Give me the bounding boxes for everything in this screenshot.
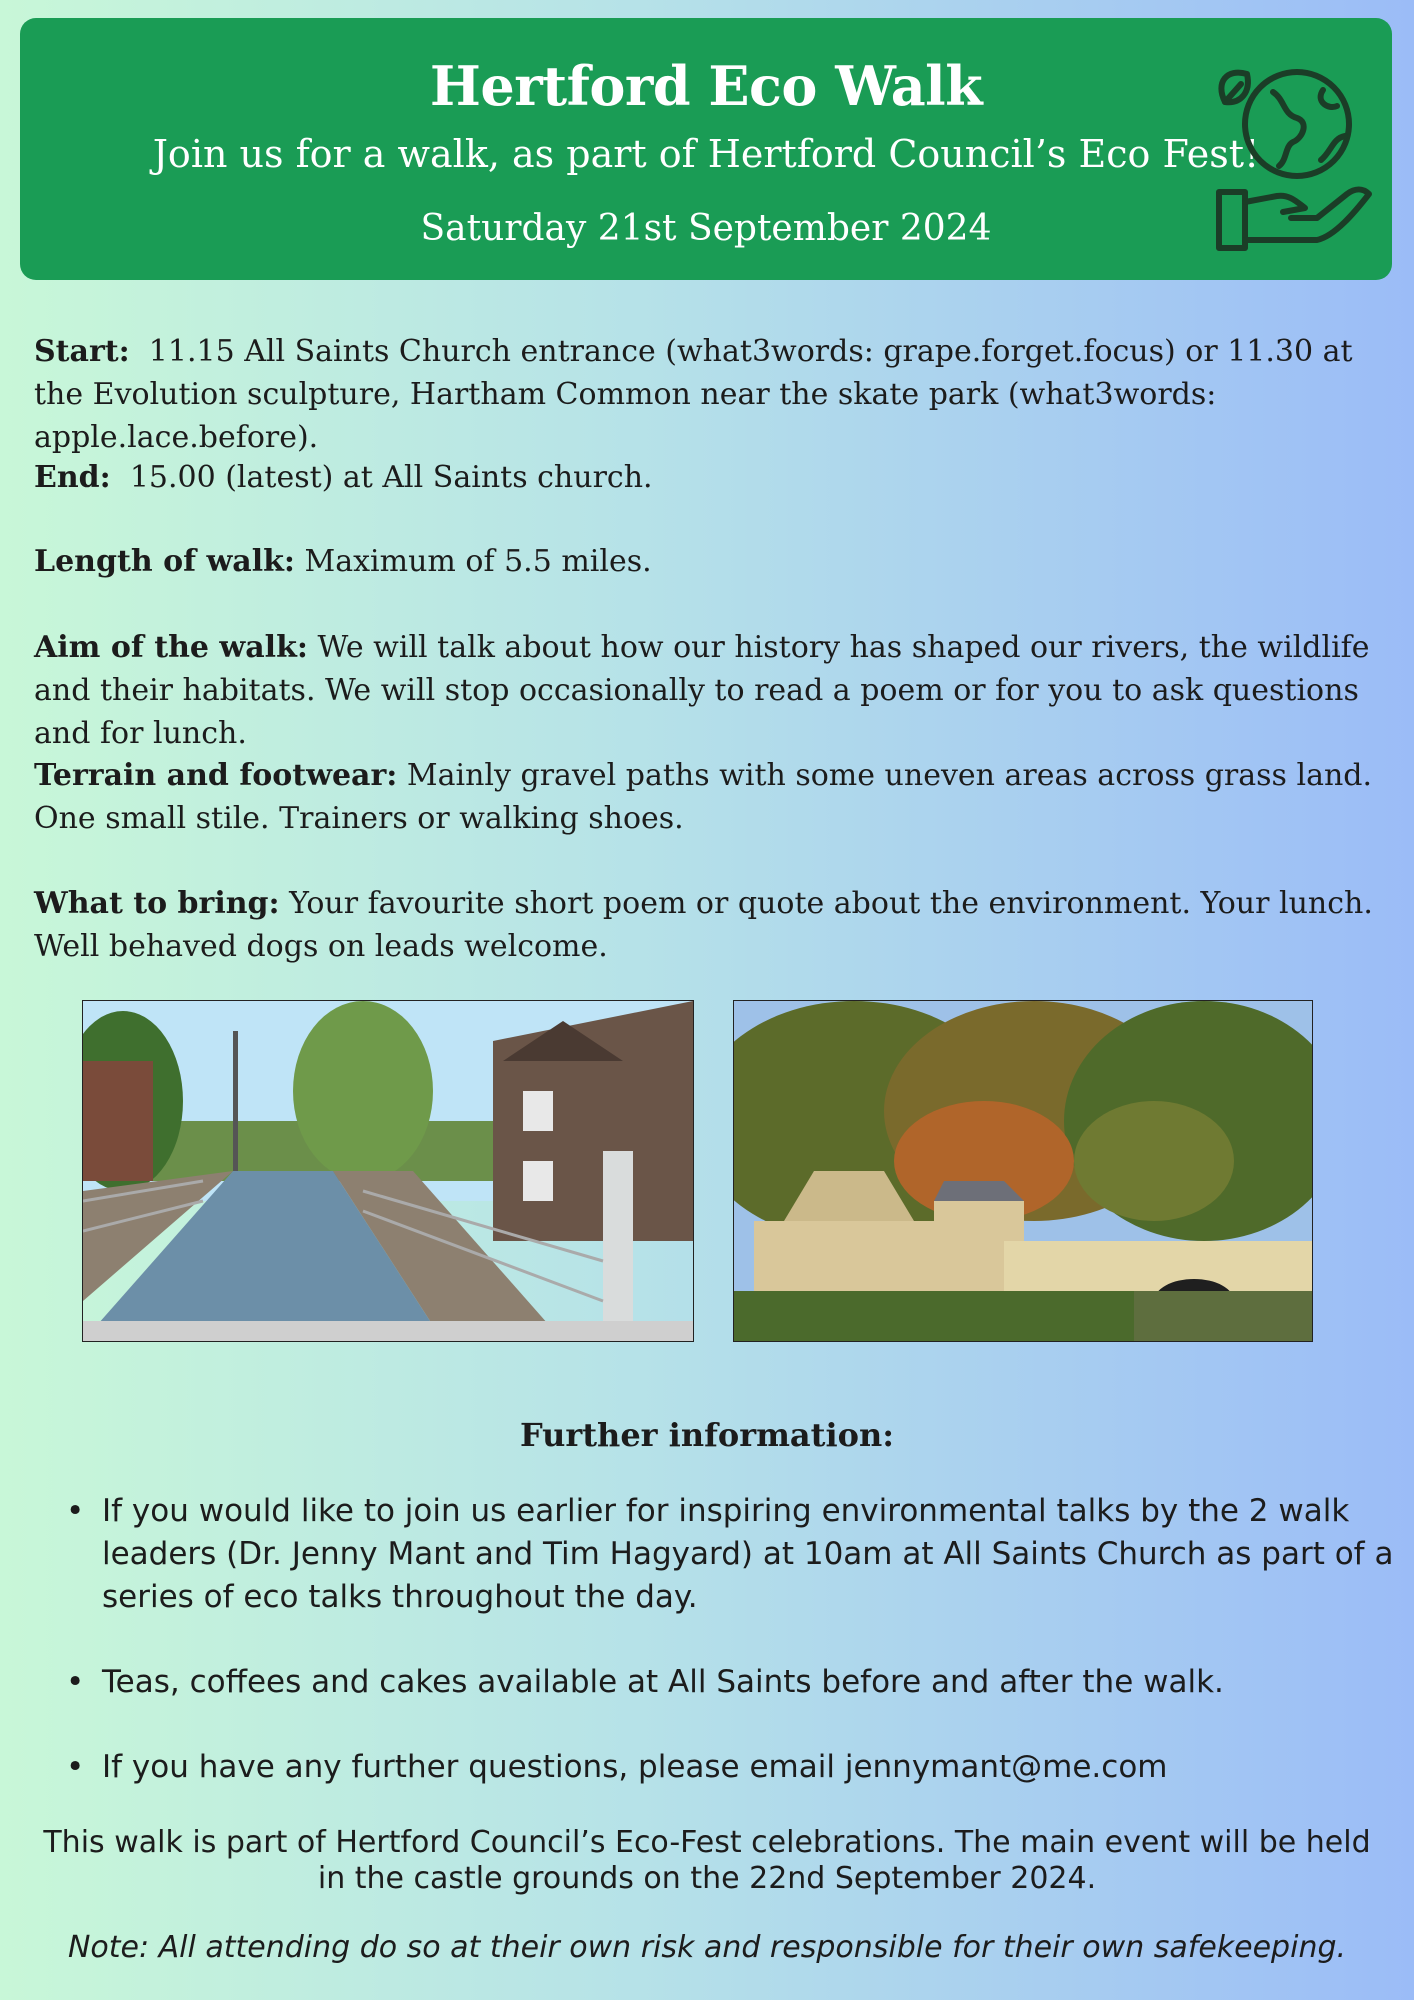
page-title: Hertford Eco Walk	[429, 54, 983, 118]
bring-info	[34, 882, 1394, 968]
bullet-icon: •	[66, 1749, 85, 1785]
bullet-icon: •	[66, 1664, 85, 1700]
bring-label: What to bring:	[34, 886, 280, 921]
end-text: 15.00 (latest) at All Saints church.	[129, 460, 653, 495]
aim-label: Aim of the walk:	[34, 630, 308, 665]
length-text: Maximum of 5.5 miles.	[304, 544, 652, 579]
globe-in-hand-icon	[1205, 62, 1380, 262]
further-info-title: Further information:	[519, 1416, 895, 1454]
length-info	[34, 540, 1394, 583]
risk-note: Note: All attending do so at their own risk and responsible for their own safekeeping.	[67, 1930, 1347, 1965]
list-item	[62, 1490, 1402, 1619]
terrain-label: Terrain and footwear:	[34, 758, 398, 793]
start-label: Start:	[34, 334, 130, 369]
length-label: Length of walk:	[34, 544, 295, 579]
further-item-contact: If you have any further questions, please email jennymant@me.com	[102, 1749, 1168, 1785]
terrain-info	[34, 754, 1394, 840]
bullet-icon: •	[66, 1493, 85, 1529]
page-subtitle: Join us for a walk, as part of Hertford Council’s Eco Fest!	[152, 132, 1260, 176]
closing-text: This walk is part of Hertford Council’s Eco-Fest celebrations. The main event will be held in the castle grounds on the 22nd September 2024.	[43, 1825, 1371, 1896]
aim-text: We will talk about how our history has shaped our rivers, the wildlife and their habitats. We will stop occasionally to read a poem or for you to ask questions and for lunch.	[34, 630, 1370, 751]
further-item-talks: If you would like to join us earlier for inspiring environmental talks by the 2 walk leaders (Dr. Jenny Mant and Tim Hagyard) at 10am at All Saints Church as part of a series of eco talks throughout the day.	[102, 1493, 1394, 1615]
start-text: 11.15 All Saints Church entrance (what3words: grape.forget.focus) or 11.30 at the Evolution sculpture, Hartham Common near the skate park (what3words: apple.lace.before).	[34, 334, 1353, 455]
list-item	[62, 1661, 1402, 1704]
event-date: Saturday 21st September 2024	[420, 208, 992, 249]
start-info	[34, 330, 1394, 459]
further-info-list	[62, 1490, 1402, 1789]
bring-text: Your favourite short poem or quote about the environment. Your lunch. Well behaved dogs on leads welcome.	[34, 886, 1373, 964]
aim-info	[34, 626, 1394, 755]
riverside-house-photo	[733, 1000, 1313, 1342]
header-banner	[20, 18, 1392, 280]
terrain-text: Mainly gravel paths with some uneven areas across grass land. One small stile. Trainers or walking shoes.	[34, 758, 1373, 836]
list-item	[62, 1746, 1402, 1789]
further-item-teas: Teas, coffees and cakes available at All Saints before and after the walk.	[102, 1664, 1224, 1700]
canal-lock-photo	[82, 1000, 694, 1342]
end-label: End:	[34, 460, 111, 495]
end-info	[34, 456, 1394, 499]
